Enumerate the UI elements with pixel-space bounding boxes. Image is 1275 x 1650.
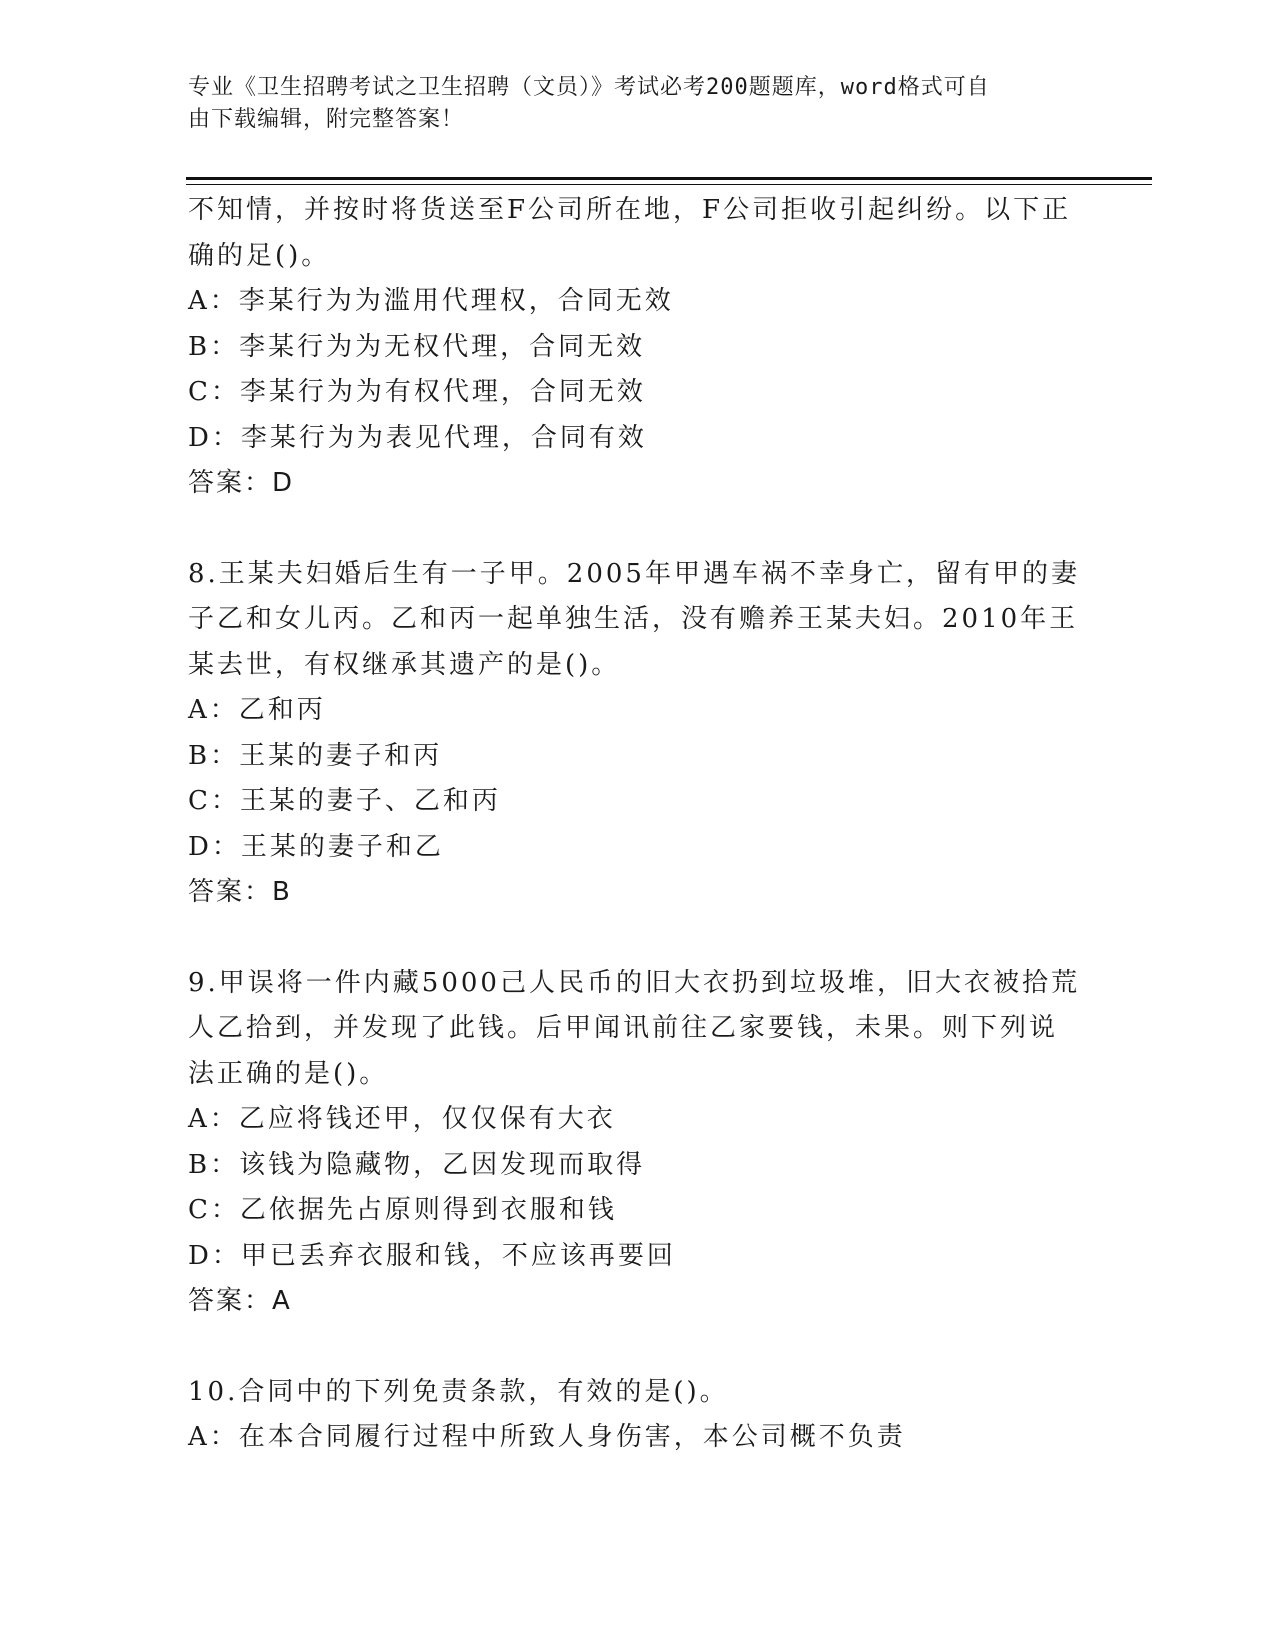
option-d: D：李某行为为表见代理，合同有效: [188, 422, 647, 453]
question-stem-line: 9.甲误将一件内藏5000己人民币的旧大衣扔到垃圾堆，旧大衣被拾荒: [188, 967, 1080, 998]
header-line-2: 由下载编辑，附完整答案！: [188, 107, 465, 132]
option-a: A：乙应将钱还甲，仅仅保有大衣: [188, 1104, 616, 1134]
question-list: [188, 188, 1088, 1461]
option-c: C：王某的妻子、乙和丙: [188, 786, 501, 816]
question-stem-line: 人乙拾到，并发现了此钱。后甲闻讯前往乙家要钱，未果。则下列说: [188, 1013, 1059, 1043]
question-stem-line: 不知情，并按时将货送至F公司所在地，F公司拒收引起纠纷。以下正: [188, 195, 1072, 225]
question-7: [188, 188, 1088, 507]
document-header: [188, 72, 1068, 136]
question-gap: [188, 916, 1088, 961]
question-stem-line: 法正确的是()。: [188, 1058, 389, 1089]
answer-line: 答案：A: [188, 1286, 292, 1316]
option-a: A：在本合同履行过程中所致人身伤害，本公司概不负责: [188, 1422, 906, 1452]
question-stem-line: 8.王某夫妇婚后生有一子甲。2005年甲遇车祸不幸身亡，留有甲的妻: [188, 558, 1080, 589]
question-stem-line: 确的足()。: [188, 240, 331, 271]
option-a: A：李某行为为滥用代理权，合同无效: [188, 286, 674, 316]
question-8: [188, 552, 1088, 916]
option-c: C：乙依据先占原则得到衣服和钱: [188, 1195, 617, 1225]
option-c: C：李某行为为有权代理，合同无效: [188, 377, 646, 407]
question-gap: [188, 507, 1088, 552]
option-a: A：乙和丙: [188, 695, 326, 725]
header-line-1: 专业《卫生招聘考试之卫生招聘（文员）》考试必考200题题库，word格式可自: [188, 75, 990, 100]
question-stem-line: 子乙和女儿丙。乙和丙一起单独生活，没有赡养王某夫妇。2010年王: [188, 604, 1079, 634]
header-rule-thick: [186, 177, 1152, 180]
answer-line: 答案：B: [188, 877, 292, 907]
header-rule-thin: [186, 184, 1152, 185]
option-b: B：王某的妻子和丙: [188, 740, 443, 771]
question-stem-line: 10.合同中的下列免责条款，有效的是()。: [188, 1376, 729, 1407]
question-9: [188, 961, 1088, 1325]
question-gap: [188, 1325, 1088, 1370]
question-10: [188, 1370, 1088, 1461]
option-b: B：李某行为为无权代理，合同无效: [188, 331, 646, 362]
option-b: B：该钱为隐藏物，乙因发现而取得: [188, 1149, 646, 1180]
answer-line: 答案：D: [188, 468, 295, 498]
option-d: D：甲已丢弃衣服和钱，不应该再要回: [188, 1240, 676, 1271]
question-stem-line: 某去世，有权继承其遗产的是()。: [188, 649, 621, 680]
option-d: D：王某的妻子和乙: [188, 831, 444, 862]
